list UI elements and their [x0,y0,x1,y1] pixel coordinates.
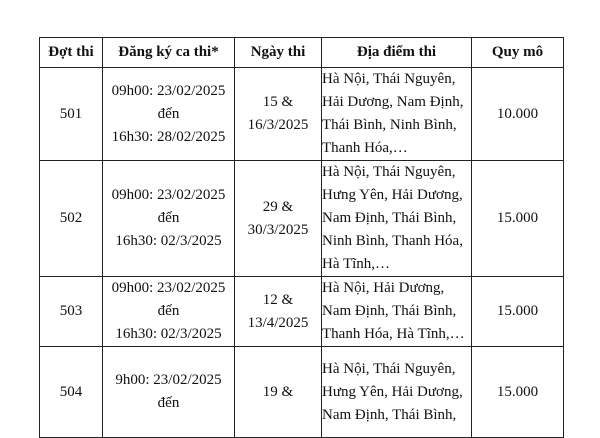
location-line: Thanh Hóa,… [322,140,408,156]
registration-end: 16h30: 02/3/2025 [115,233,222,249]
round-cell: 504 [40,347,103,438]
registration-start: 09h00: 23/02/2025 [111,82,226,99]
location-cell [322,347,472,438]
location-line: Nam Định, Thái Bình, [322,303,457,319]
exam-date-line: 16/3/2025 [247,117,309,133]
header-round: Đợt thi [40,38,103,68]
round-cell: 502 [40,161,103,277]
location-line: Hà Tĩnh,… [322,256,391,272]
location-line: Nam Định, Thái Bình, [322,406,457,423]
exam-date-line: 15 & [262,94,294,110]
location-line: Hà Nội, Thái Nguyên, [322,71,456,87]
location-cell [322,277,472,347]
registration-cell [103,347,235,438]
table-row [40,277,564,347]
location-line: Hà Nội, Thái Nguyên, [322,164,456,180]
scale-cell: 15.000 [472,347,564,438]
registration-end: 16h30: 28/02/2025 [111,128,226,145]
round-cell: 503 [40,277,103,347]
registration-start: 09h00: 23/02/2025 [111,187,226,203]
registration-cell [103,68,235,161]
registration-to: đến [157,395,180,411]
header-exam-date: Ngày thi [235,38,322,68]
location-line: Hà Nội, Thái Nguyên, [322,360,456,377]
round-cell: 501 [40,68,103,161]
header-location: Địa điểm thi [322,38,472,68]
location-line: Hà Nội, Hải Dương, [322,280,445,296]
scale-cell: 10.000 [472,68,564,161]
location-line: Hưng Yên, Hải Dương, [322,383,463,400]
registration-to: đến [157,105,180,122]
table-header-row [40,38,564,68]
scale-cell: 15.000 [472,161,564,277]
registration-to: đến [157,210,180,226]
registration-to: đến [157,303,180,319]
location-cell [322,161,472,277]
exam-date-line: 13/4/2025 [247,314,309,331]
exam-date-line: 12 & [262,291,294,308]
header-scale: Quy mô [472,38,564,68]
exam-date-cell [235,347,322,438]
location-line: Thanh Hóa, Hà Tĩnh,… [322,326,465,342]
location-cell [322,68,472,161]
exam-date-cell [235,277,322,347]
exam-date-line: 29 & [262,198,294,215]
registration-start: 9h00: 23/02/2025 [115,372,222,388]
exam-date-cell [235,161,322,277]
location-line: Hải Dương, Nam Định, [322,94,464,110]
table-row [40,68,564,161]
exam-date-cell [235,68,322,161]
registration-cell [103,161,235,277]
registration-start: 09h00: 23/02/2025 [111,280,226,296]
table-row [40,161,564,277]
exam-date-line: 19 & [262,383,294,400]
scale-cell: 15.000 [472,277,564,347]
location-line: Ninh Bình, Thanh Hóa, [322,233,463,249]
exam-schedule-table [39,37,564,438]
exam-date-line: 30/3/2025 [247,221,309,238]
location-line: Hưng Yên, Hải Dương, [322,187,463,203]
location-line: Nam Định, Thái Bình, [322,210,457,226]
table-row [40,347,564,438]
registration-end: 16h30: 02/3/2025 [115,326,222,342]
location-line: Thái Bình, Ninh Bình, [322,117,457,133]
registration-cell [103,277,235,347]
header-registration: Đăng ký ca thi* [103,38,235,68]
